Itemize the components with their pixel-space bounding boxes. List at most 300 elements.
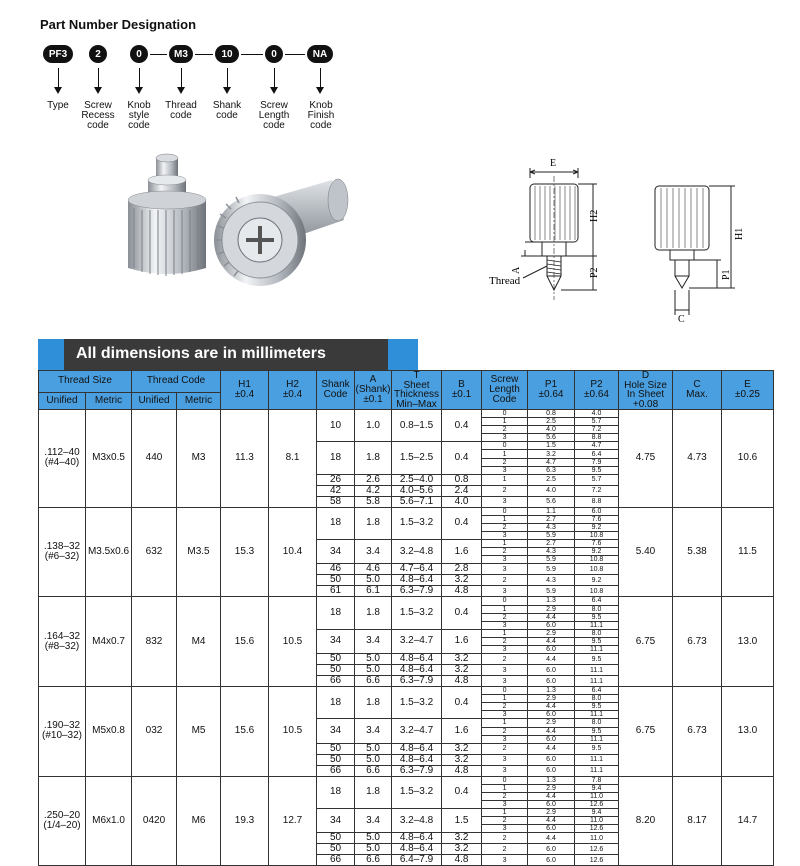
t-value: 1.5–3.2	[392, 597, 442, 629]
t-value: 5.6–7.1	[392, 496, 442, 507]
c-value: 5.38	[673, 507, 722, 597]
b-value: 3.2	[442, 654, 482, 665]
shank-code: 50	[317, 575, 355, 586]
caption-screw-recess: Screw Recess code	[81, 100, 115, 131]
thread-size-unified: .164–32 (#8–32)	[39, 597, 86, 687]
screw-length-code: 1	[482, 474, 528, 485]
thread-code-metric: M4	[177, 597, 221, 687]
h2-value: 10.5	[269, 597, 317, 687]
screw-length-code: 2	[482, 637, 528, 645]
screw-length-code: 2	[482, 523, 528, 531]
down-arrow-icon	[320, 68, 321, 88]
p2-value: 10.8	[575, 564, 619, 575]
p1-value: 2.7	[528, 540, 575, 548]
p2-value: 9.4	[575, 784, 619, 792]
thread-code-metric: M3.5	[177, 507, 221, 597]
p1-value: 6.0	[528, 825, 575, 833]
p2-value: 9.5	[575, 466, 619, 474]
e-value: 10.6	[722, 410, 774, 508]
b-value: 3.2	[442, 665, 482, 676]
screw-length-code: 3	[482, 496, 528, 507]
b-value: 3.2	[442, 844, 482, 855]
a-value: 6.1	[355, 586, 392, 597]
screw-length-code: 1	[482, 515, 528, 523]
a-value: 1.8	[355, 687, 392, 719]
p1-value: 0.8	[528, 410, 575, 418]
screw-length-code: 3	[482, 645, 528, 653]
b-value: 0.4	[442, 442, 482, 474]
shank-code: 18	[317, 776, 355, 808]
header-c: C Max.	[673, 371, 722, 410]
a-value: 5.0	[355, 833, 392, 844]
shank-code: 50	[317, 743, 355, 754]
b-value: 0.8	[442, 474, 482, 485]
header-b: B ±0.1	[442, 371, 482, 410]
e-value: 11.5	[722, 507, 774, 597]
thread-code-unified: 032	[132, 687, 177, 777]
p2-value: 7.6	[575, 515, 619, 523]
down-arrow-icon	[227, 68, 228, 88]
p1-value: 2.9	[528, 719, 575, 727]
thread-size-metric: M4x0.7	[86, 597, 132, 687]
e-value: 13.0	[722, 687, 774, 777]
a-value: 5.8	[355, 496, 392, 507]
screw-length-code: 2	[482, 727, 528, 735]
b-value: 1.6	[442, 540, 482, 564]
p2-value: 8.0	[575, 605, 619, 613]
screw-length-code: 1	[482, 418, 528, 426]
header-code-metric: Metric	[177, 392, 221, 409]
p1-value: 6.0	[528, 711, 575, 719]
thread-code-unified: 632	[132, 507, 177, 597]
p2-value: 11.0	[575, 833, 619, 844]
p1-value: 5.9	[528, 586, 575, 597]
dim-label-e: E	[550, 158, 557, 169]
b-value: 4.8	[442, 855, 482, 866]
shank-code: 50	[317, 754, 355, 765]
d-value: 6.75	[619, 597, 673, 687]
b-value: 4.0	[442, 496, 482, 507]
t-value: 3.2–4.7	[392, 719, 442, 743]
p2-value: 8.0	[575, 719, 619, 727]
shank-code: 58	[317, 496, 355, 507]
t-value: 2.5–4.0	[392, 474, 442, 485]
dash-connector	[150, 54, 167, 55]
thread-code-unified: 440	[132, 410, 177, 508]
screw-length-code: 2	[482, 743, 528, 754]
shank-code: 66	[317, 765, 355, 776]
p1-value: 4.4	[528, 637, 575, 645]
p1-value: 6.0	[528, 765, 575, 776]
screw-length-code: 1	[482, 450, 528, 458]
shank-code: 18	[317, 597, 355, 629]
a-value: 5.0	[355, 665, 392, 676]
screw-length-code: 3	[482, 556, 528, 564]
h1-value: 15.3	[221, 507, 269, 597]
p1-value: 5.6	[528, 496, 575, 507]
shank-code: 18	[317, 687, 355, 719]
t-value: 1.5–2.5	[392, 442, 442, 474]
p2-value: 7.8	[575, 776, 619, 784]
p1-value: 4.7	[528, 458, 575, 466]
code-screw-recess: 2	[89, 45, 107, 63]
c-value: 6.73	[673, 597, 722, 687]
header-metric: Metric	[86, 392, 132, 409]
p1-value: 6.0	[528, 645, 575, 653]
p1-value: 1.5	[528, 442, 575, 450]
screw-length-code: 0	[482, 776, 528, 784]
p2-value: 5.7	[575, 474, 619, 485]
p2-value: 11.0	[575, 792, 619, 800]
caption-type: Type	[47, 100, 69, 111]
table-row	[39, 507, 774, 515]
p1-value: 4.0	[528, 485, 575, 496]
t-value: 4.8–6.4	[392, 575, 442, 586]
screw-length-code: 3	[482, 621, 528, 629]
c-value: 8.17	[673, 776, 722, 866]
thread-size-unified: .190–32 (#10–32)	[39, 687, 86, 777]
p2-value: 12.6	[575, 844, 619, 855]
t-value: 4.8–6.4	[392, 754, 442, 765]
a-value: 5.0	[355, 575, 392, 586]
b-value: 1.5	[442, 809, 482, 833]
screw-length-code: 1	[482, 605, 528, 613]
code-screw-length: 0	[265, 45, 283, 63]
screw-length-code: 0	[482, 442, 528, 450]
p1-value: 4.4	[528, 727, 575, 735]
dim-label-h2: H2	[589, 209, 600, 222]
shank-code: 34	[317, 629, 355, 653]
p1-value: 2.9	[528, 784, 575, 792]
p1-value: 2.9	[528, 695, 575, 703]
p1-value: 4.0	[528, 426, 575, 434]
p2-value: 6.4	[575, 450, 619, 458]
a-value: 5.0	[355, 743, 392, 754]
screw-length-code: 2	[482, 833, 528, 844]
dim-label-c: C	[678, 314, 685, 325]
t-value: 6.3–7.9	[392, 765, 442, 776]
p2-value: 9.4	[575, 809, 619, 817]
shank-code: 46	[317, 564, 355, 575]
p2-value: 9.2	[575, 575, 619, 586]
b-value: 3.2	[442, 575, 482, 586]
p2-value: 8.0	[575, 695, 619, 703]
a-value: 6.6	[355, 855, 392, 866]
header-h1: H1 ±0.4	[221, 371, 269, 410]
shank-code: 10	[317, 410, 355, 442]
d-value: 4.75	[619, 410, 673, 508]
a-value: 1.0	[355, 410, 392, 442]
header-unified: Unified	[39, 392, 86, 409]
p2-value: 6.0	[575, 507, 619, 515]
t-value: 3.2–4.8	[392, 809, 442, 833]
b-value: 0.4	[442, 687, 482, 719]
p1-value: 1.3	[528, 776, 575, 784]
p1-value: 6.0	[528, 676, 575, 687]
b-value: 1.6	[442, 629, 482, 653]
dash-connector	[285, 54, 305, 55]
header-d: D Hole Size In Sheet +0.08	[619, 371, 673, 410]
screw-length-code: 1	[482, 784, 528, 792]
d-value: 5.40	[619, 507, 673, 597]
t-value: 4.8–6.4	[392, 844, 442, 855]
p2-value: 12.6	[575, 801, 619, 809]
b-value: 0.4	[442, 410, 482, 442]
header-p1: P1 ±0.64	[528, 371, 575, 410]
p1-value: 6.0	[528, 801, 575, 809]
caption-screw-length: Screw Length code	[258, 100, 290, 131]
p2-value: 11.1	[575, 735, 619, 743]
screw-length-code: 1	[482, 809, 528, 817]
screw-length-code: 2	[482, 458, 528, 466]
t-value: 4.8–6.4	[392, 654, 442, 665]
p1-value: 4.4	[528, 743, 575, 754]
screw-length-code: 2	[482, 817, 528, 825]
a-value: 3.4	[355, 540, 392, 564]
b-value: 2.4	[442, 485, 482, 496]
a-value: 4.6	[355, 564, 392, 575]
code-knob-finish: NA	[307, 45, 333, 63]
screw-length-code: 3	[482, 676, 528, 687]
t-value: 1.5–3.2	[392, 507, 442, 539]
p2-value: 9.5	[575, 654, 619, 665]
e-value: 14.7	[722, 776, 774, 866]
units-banner-text: All dimensions are in millimeters	[76, 345, 326, 362]
e-value: 13.0	[722, 597, 774, 687]
p1-value: 2.7	[528, 515, 575, 523]
p1-value: 2.5	[528, 418, 575, 426]
shank-code: 50	[317, 844, 355, 855]
p2-value: 7.2	[575, 426, 619, 434]
t-value: 4.8–6.4	[392, 743, 442, 754]
p2-value: 9.5	[575, 637, 619, 645]
shank-code: 50	[317, 654, 355, 665]
p2-value: 11.1	[575, 621, 619, 629]
screw-length-code: 2	[482, 613, 528, 621]
a-value: 1.8	[355, 597, 392, 629]
technical-drawing	[485, 150, 760, 325]
dim-label-h1: H1	[734, 227, 745, 240]
dash-connector	[241, 54, 263, 55]
thread-code-unified: 0420	[132, 776, 177, 866]
p2-value: 7.6	[575, 540, 619, 548]
b-value: 4.8	[442, 765, 482, 776]
screw-length-code: 3	[482, 825, 528, 833]
shank-code: 61	[317, 586, 355, 597]
h2-value: 8.1	[269, 410, 317, 508]
h2-value: 12.7	[269, 776, 317, 866]
screw-length-code: 3	[482, 801, 528, 809]
screw-length-code: 0	[482, 410, 528, 418]
p1-value: 1.3	[528, 687, 575, 695]
down-arrow-icon	[98, 68, 99, 88]
code-type: PF3	[43, 45, 73, 63]
table-row	[39, 410, 774, 418]
down-arrow-icon	[58, 68, 59, 88]
shank-code: 50	[317, 665, 355, 676]
thread-code-metric: M6	[177, 776, 221, 866]
product-photo	[110, 140, 350, 300]
p1-value: 6.0	[528, 735, 575, 743]
p1-value: 6.3	[528, 466, 575, 474]
dim-label-a: A	[511, 266, 522, 274]
d-value: 8.20	[619, 776, 673, 866]
thread-size-metric: M3.5x0.6	[86, 507, 132, 597]
thread-code-metric: M3	[177, 410, 221, 508]
p2-value: 10.8	[575, 586, 619, 597]
p2-value: 7.9	[575, 458, 619, 466]
p2-value: 9.5	[575, 703, 619, 711]
t-value: 4.8–6.4	[392, 833, 442, 844]
t-value: 6.3–7.9	[392, 676, 442, 687]
p2-value: 11.1	[575, 754, 619, 765]
a-value: 5.0	[355, 654, 392, 665]
b-value: 4.8	[442, 676, 482, 687]
p2-value: 9.5	[575, 743, 619, 754]
code-thread: M3	[169, 45, 193, 63]
a-value: 3.4	[355, 809, 392, 833]
p1-value: 4.3	[528, 523, 575, 531]
h1-value: 15.6	[221, 597, 269, 687]
down-arrow-icon	[139, 68, 140, 88]
screw-length-code: 3	[482, 665, 528, 676]
p1-value: 4.4	[528, 817, 575, 825]
shank-code: 18	[317, 507, 355, 539]
p2-value: 9.2	[575, 548, 619, 556]
h1-value: 19.3	[221, 776, 269, 866]
down-arrow-icon	[181, 68, 182, 88]
code-knob-style: 0	[130, 45, 148, 63]
screw-length-code: 3	[482, 434, 528, 442]
screw-length-code: 3	[482, 855, 528, 866]
caption-shank: Shank code	[212, 100, 242, 121]
shank-code: 66	[317, 676, 355, 687]
a-value: 1.8	[355, 442, 392, 474]
screw-length-code: 0	[482, 597, 528, 605]
table-row	[39, 776, 774, 784]
header-a: A (Shank) ±0.1	[355, 371, 392, 410]
t-value: 4.8–6.4	[392, 665, 442, 676]
dimensions-table	[38, 370, 774, 866]
h2-value: 10.5	[269, 687, 317, 777]
a-value: 3.4	[355, 719, 392, 743]
p2-value: 9.2	[575, 523, 619, 531]
b-value: 3.2	[442, 833, 482, 844]
t-value: 3.2–4.7	[392, 629, 442, 653]
screw-length-code: 0	[482, 687, 528, 695]
t-value: 6.4–7.9	[392, 855, 442, 866]
p2-value: 11.1	[575, 765, 619, 776]
p2-value: 11.1	[575, 645, 619, 653]
screw-length-code: 2	[482, 575, 528, 586]
thread-size-metric: M3x0.5	[86, 410, 132, 508]
part-number-title: Part Number Designation	[40, 17, 197, 32]
shank-code: 18	[317, 442, 355, 474]
screw-length-code: 3	[482, 735, 528, 743]
p2-value: 5.7	[575, 418, 619, 426]
p2-value: 9.5	[575, 727, 619, 735]
p1-value: 4.3	[528, 575, 575, 586]
header-screw-length: Screw Length Code	[482, 371, 528, 410]
screw-length-code: 2	[482, 654, 528, 665]
p2-value: 4.7	[575, 442, 619, 450]
p1-value: 5.6	[528, 434, 575, 442]
header-thread-size: Thread Size	[39, 371, 132, 393]
screw-length-code: 1	[482, 629, 528, 637]
p1-value: 2.9	[528, 629, 575, 637]
p1-value: 6.0	[528, 665, 575, 676]
screw-length-code: 3	[482, 532, 528, 540]
p2-value: 6.4	[575, 597, 619, 605]
p1-value: 3.2	[528, 450, 575, 458]
p2-value: 10.8	[575, 556, 619, 564]
a-value: 6.6	[355, 765, 392, 776]
screw-length-code: 0	[482, 507, 528, 515]
h2-value: 10.4	[269, 507, 317, 597]
shank-code: 34	[317, 809, 355, 833]
screw-length-code: 1	[482, 540, 528, 548]
p2-value: 11.1	[575, 665, 619, 676]
p1-value: 4.3	[528, 548, 575, 556]
dim-label-p1: P1	[721, 269, 732, 280]
screw-length-code: 3	[482, 466, 528, 474]
units-banner	[38, 339, 418, 370]
code-shank: 10	[215, 45, 239, 63]
h1-value: 15.6	[221, 687, 269, 777]
p1-value: 4.4	[528, 792, 575, 800]
a-value: 6.6	[355, 676, 392, 687]
p1-value: 4.4	[528, 613, 575, 621]
t-value: 0.8–1.5	[392, 410, 442, 442]
h1-value: 11.3	[221, 410, 269, 508]
p1-value: 6.0	[528, 621, 575, 629]
p1-value: 6.0	[528, 754, 575, 765]
header-thread-code: Thread Code	[132, 371, 221, 393]
thread-size-unified: .138–32 (#6–32)	[39, 507, 86, 597]
p1-value: 5.9	[528, 556, 575, 564]
c-value: 4.73	[673, 410, 722, 508]
t-value: 1.5–3.2	[392, 687, 442, 719]
a-value: 2.6	[355, 474, 392, 485]
p1-value: 4.4	[528, 703, 575, 711]
p2-value: 11.1	[575, 711, 619, 719]
dim-label-p2: P2	[589, 267, 600, 278]
p1-value: 4.4	[528, 833, 575, 844]
p1-value: 2.5	[528, 474, 575, 485]
b-value: 0.4	[442, 597, 482, 629]
p1-value: 1.1	[528, 507, 575, 515]
table-row	[39, 597, 774, 605]
b-value: 0.4	[442, 776, 482, 808]
b-value: 0.4	[442, 507, 482, 539]
p2-value: 10.8	[575, 532, 619, 540]
p1-value: 2.9	[528, 605, 575, 613]
p2-value: 12.6	[575, 855, 619, 866]
shank-code: 34	[317, 719, 355, 743]
p2-value: 7.2	[575, 485, 619, 496]
t-value: 3.2–4.8	[392, 540, 442, 564]
shank-code: 66	[317, 855, 355, 866]
down-arrow-icon	[274, 68, 275, 88]
screw-length-code: 3	[482, 711, 528, 719]
table-row	[39, 687, 774, 695]
d-value: 6.75	[619, 687, 673, 777]
thread-size-unified: .112–40 (#4–40)	[39, 410, 86, 508]
t-value: 4.0–5.6	[392, 485, 442, 496]
header-p2: P2 ±0.64	[575, 371, 619, 410]
shank-code: 50	[317, 833, 355, 844]
a-value: 4.2	[355, 485, 392, 496]
